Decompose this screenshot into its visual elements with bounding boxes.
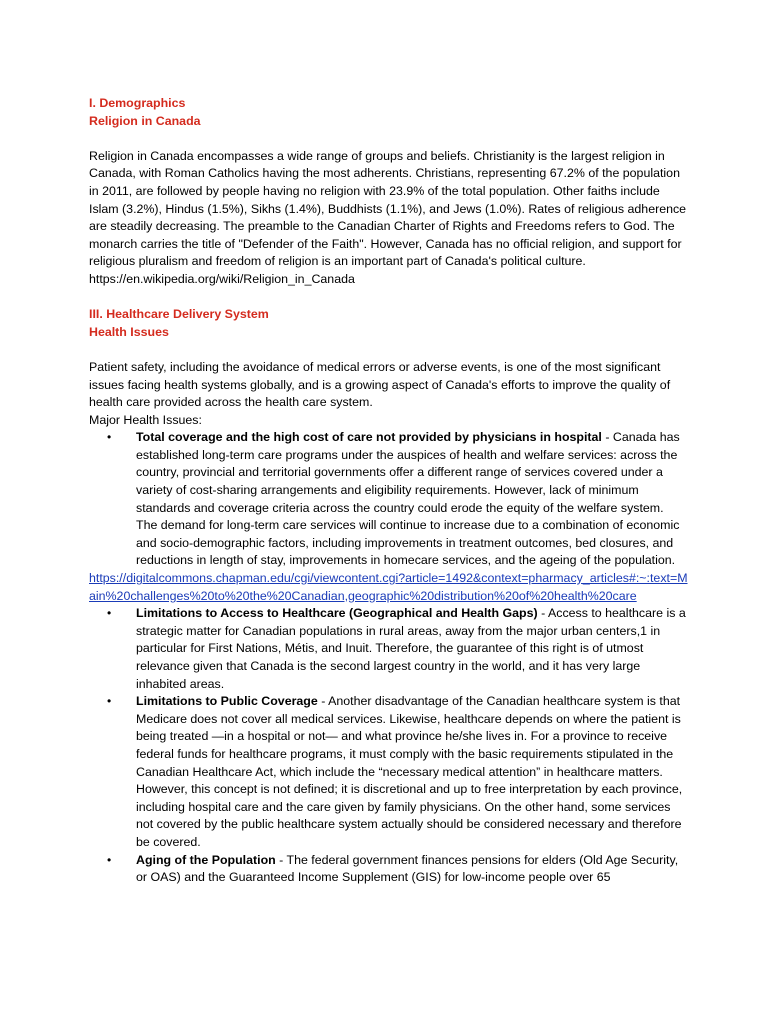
- bullet-icon: •: [107, 606, 112, 621]
- issue-text: - Another disadvantage of the Canadian healthcare system is that Medicare does not cover all medical services. Likewise, healthcare depends on where the patient is being treated —in a hospital or not— and what province he/she lives in. For a province to receive federal funds for healthcare programs, it must comply with the basic requirements stipulated in the Canadian Healthcare Act, which include the “necessary medical attention” in healthcare matters. However, this concept is not defined; it is discretional and up to free interpretation by each province, including hospital care and the care given by family physicians. On the other hand, some services not covered by the public healthcare system actually should be considered necessary and therefore be covered.: [136, 694, 683, 849]
- bullet-icon: •: [107, 430, 112, 445]
- issue-title: Limitations to Public Coverage: [136, 694, 318, 709]
- list-item: [107, 693, 688, 851]
- issue-title: Total coverage and the high cost of care not provided by physicians in hospital: [136, 430, 602, 445]
- major-health-issues-label: Major Health Issues:: [89, 412, 202, 427]
- bullet-icon: •: [107, 694, 112, 709]
- wikipedia-source-url: https://en.wikipedia.org/wiki/Religion_in_Canada: [89, 271, 355, 286]
- issue-text: - Canada has established long-term care programs under the auspices of health and welfare services: across the country, provincial and territorial governments offer a different range of services covered under a variety of cost-sharing arrangements and eligibility requirements. However, lack of minimum standards and coverage criteria across the country could erode the equity of the welfare system. The demand for long-term care services will continue to increase due to a combination of economic and socio-demographic factors, including improvements in treatment outcomes, bed closures, and reductions in length of stay, improvements in homecare services, and the ageing of the population.: [136, 430, 680, 568]
- issue-title: Limitations to Access to Healthcare (Geographical and Health Gaps): [136, 606, 538, 621]
- subheading-religion-in-canada: Religion in Canada: [89, 113, 201, 128]
- issue-title: Aging of the Population: [136, 852, 276, 867]
- health-issues-list-continued: [89, 605, 688, 887]
- subheading-health-issues: Health Issues: [89, 324, 169, 339]
- spacer: [89, 341, 688, 359]
- health-issues-list: [89, 429, 688, 570]
- list-item: [107, 852, 688, 887]
- chapman-source-link[interactable]: https://digitalcommons.chapman.edu/cgi/viewcontent.cgi?article=1492&context=pharmacy_articles#:~:text=Main%20challenges%20to%20the%20Canadian,geographic%20distribution%20of%20health%20care: [89, 571, 688, 603]
- list-item: [107, 429, 688, 570]
- list-item: [107, 605, 688, 693]
- issue-text: - Access to healthcare is a strategic matter for Canadian populations in rural areas, away from the major urban centers,1 in particular for First Nations, Métis, and Inuit. Therefore, the guarantee of this right is of utmost relevance given that Canada is the second largest country in the world, and it has very large inhabited areas.: [136, 606, 686, 691]
- issue-text: - The federal government finances pensions for elders (Old Age Security, or OAS) and the Guaranteed Income Supplement (GIS) for low-income people over 65: [136, 852, 679, 885]
- spacer: [89, 289, 688, 307]
- bullet-icon: •: [107, 852, 112, 867]
- section-heading-healthcare: III. Healthcare Delivery System: [89, 307, 269, 322]
- religion-paragraph: Religion in Canada encompasses a wide range of groups and beliefs. Christianity is the largest religion in Canada, with Roman Catholics having the most adherents. Christians, representing 67.2% of the population in 2011, are followed by people having no religion with 23.9% of the total population. Other faiths include Islam (3.2%), Hindus (1.5%), Sikhs (1.4%), Buddhists (1.1%), and Jews (1.0%). Rates of religious adherence are steadily decreasing. The preamble to the Canadian Charter of Rights and Freedoms refers to God. The monarch carries the title of "Defender of the Faith". However, Canada has no official religion, and support for religious pluralism and freedom of religion is an important part of Canada's political culture.: [89, 148, 687, 269]
- section-heading-demographics: I. Demographics: [89, 96, 186, 110]
- patient-safety-paragraph: Patient safety, including the avoidance of medical errors or adverse events, is one of the most significant issues facing health systems globally, and is a growing aspect of Canada's efforts to improve the quality of health care provided across the health care system.: [89, 359, 671, 410]
- spacer: [89, 130, 688, 148]
